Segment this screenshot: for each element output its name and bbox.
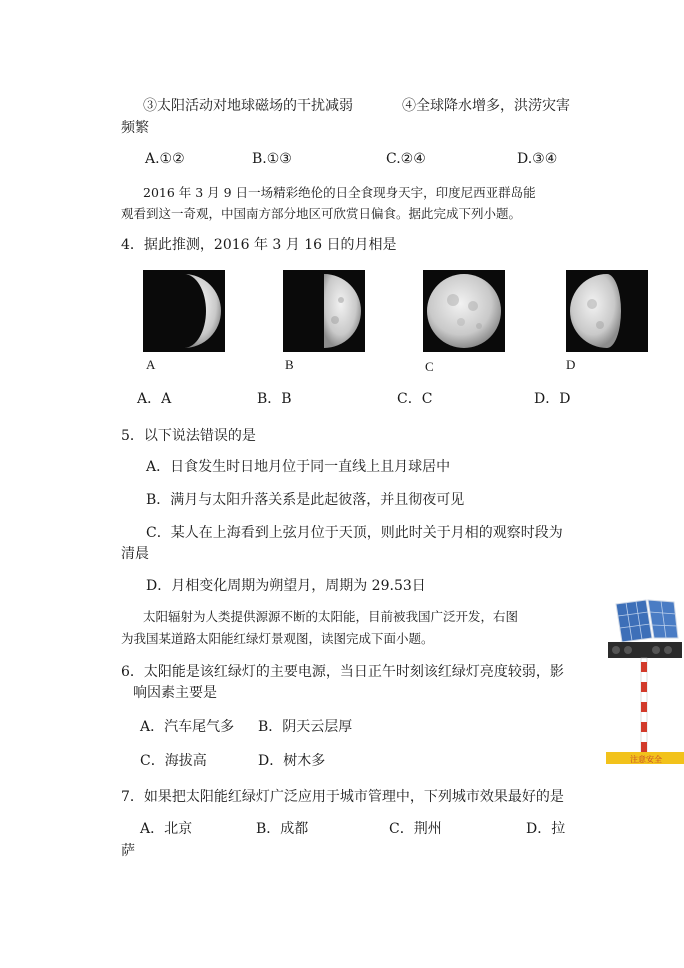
q4-choice-c: C．C (397, 391, 433, 407)
q5-option-d: D．月相变化周期为朔望月，周期为 29.53日 (146, 578, 426, 594)
q6-stem: 6．太阳能是该红绿灯的主要电源，当日正午时刻该红绿灯亮度较弱，影 (121, 664, 564, 680)
moon-image-a (143, 270, 225, 352)
moon-label-d: D (566, 357, 576, 372)
q6-stem-continued: 响因素主要是 (133, 685, 217, 701)
q4-stem: 4．据此推测，2016 年 3 月 16 日的月相是 (121, 237, 397, 253)
moon-label-b: B (285, 357, 294, 372)
moon-image-d (566, 270, 648, 352)
q7-stem: 7．如果把太阳能红绿灯广泛应用于城市管理中，下列城市效果最好的是 (121, 789, 564, 805)
solar-panel-left (616, 600, 652, 642)
moon-image-c (423, 270, 505, 352)
moon-image-b (283, 270, 365, 352)
q3-choice-c: C.②④ (386, 151, 426, 167)
q3-option-3: ③太阳活动对地球磁场的干扰减弱 (143, 98, 353, 114)
q3-option-4-continued: 频繁 (121, 120, 149, 136)
passage1-line1: 2016 年 3 月 9 日一场精彩绝伦的日全食现身天宇，印度尼西亚群岛能 (143, 185, 536, 200)
passage2-line1: 太阳辐射为人类提供源源不断的太阳能，目前被我国广泛开发，右图 (143, 609, 519, 624)
q7-option-d-continued: 萨 (121, 843, 135, 859)
moon-label-a: A (146, 357, 156, 372)
q5-option-b: B．满月与太阳升落关系是此起彼落，并且彻夜可见 (146, 492, 465, 508)
q5-option-a: A．日食发生时日地月位于同一直线上且月球居中 (146, 459, 451, 475)
q7-option-c: C．荆州 (389, 821, 442, 837)
q5-option-c: C．某人在上海看到上弦月位于天顶，则此时关于月相的观察时段为 (146, 525, 563, 541)
solar-panel-right (648, 600, 678, 638)
q7-option-b: B．成都 (256, 821, 309, 837)
q3-choice-d: D.③④ (517, 151, 558, 167)
q4-choice-d: D．D (534, 391, 571, 407)
moon-label-c: C (425, 359, 434, 374)
q7-option-a: A．北京 (140, 821, 193, 837)
warning-sign-text: 注意安全 (630, 755, 662, 764)
q5-option-c-continued: 清晨 (121, 546, 149, 562)
q3-option-4: ④全球降水增多，洪涝灾害 (402, 98, 570, 114)
q6-option-d: D．树木多 (258, 753, 326, 769)
q6-option-c: C．海拔高 (140, 753, 207, 769)
passage2-line2: 为我国某道路太阳能红绿灯景观图，读图完成下面小题。 (121, 631, 434, 646)
q6-option-b: B．阴天云层厚 (258, 719, 353, 735)
q4-choice-b: B．B (257, 391, 292, 407)
q3-choice-b: B.①③ (252, 151, 292, 167)
solar-traffic-light-photo (606, 598, 684, 764)
q5-stem: 5．以下说法错误的是 (121, 428, 256, 444)
pole (641, 658, 647, 754)
q7-option-d: D．拉 (526, 821, 566, 837)
passage1-line2: 观看到这一奇观，中国南方部分地区可欣赏日偏食。据此完成下列小题。 (121, 206, 522, 221)
q4-choice-a: A．A (137, 391, 172, 407)
q6-option-a: A．汽车尾气多 (140, 719, 235, 735)
q3-choice-a: A.①② (145, 151, 185, 167)
